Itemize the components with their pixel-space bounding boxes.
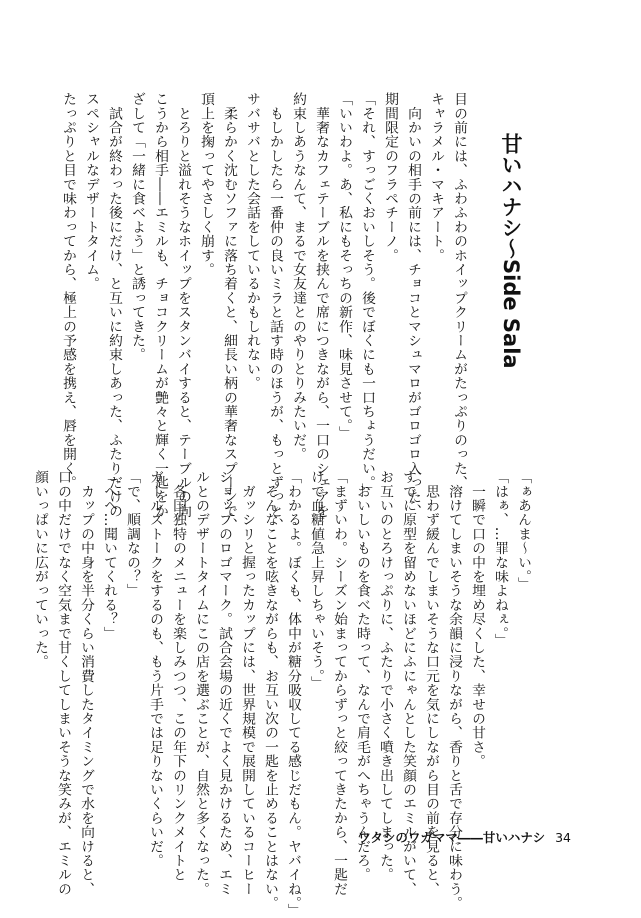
text-line: ざして「一緒に食べよう」と誘ってきた。: [129, 92, 145, 362]
text-line: こうから相手――エミルも、チョコクリームが艶々と輝く一匙をか: [152, 92, 168, 518]
text-line: すでに原型を留めないほどにふにゃんとした笑顔のエミルがいて、: [400, 470, 416, 896]
text-line: ショップのロゴマーク。試合会場の近くでよく見かけるため、エミ: [216, 470, 232, 896]
text-line: ルとのデザートタイムにこの店を選ぶことが、自然と多くなった。: [193, 470, 209, 896]
text-line: キャラメル・マキアート。: [428, 92, 444, 263]
text-line: 向かいの相手の前には、チョコとマシュマロがゴロゴロ入った、: [405, 92, 421, 518]
text-line: 約束しあうなんて、まるで女友達とのやりとりみたいだ。: [290, 92, 306, 462]
text-line: そんなことを呟きながらも、お互い次の一匙を止めることはない。: [262, 470, 278, 911]
text-line: ガッシリと握ったカップには、世界規模で展開しているコーヒー: [239, 470, 255, 896]
text-line: 溶けてしまいそうな余韻に浸りながら、香りと舌で存分に味わう。: [446, 470, 462, 911]
text-line: お互いのとろけっぷりに、ふたりで小さく噴き出してしまった。: [377, 470, 393, 882]
text-line: けで血糖値急上昇しちゃいそう。」: [308, 470, 324, 691]
page-number: 34: [555, 830, 571, 845]
text-line: ガールズトークをするのも、もう片手では足りないくらいだ。: [147, 470, 163, 868]
text-line: 期間限定のフラペチーノ。: [382, 92, 398, 263]
text-line: 「で、順調なの？」: [124, 470, 140, 598]
page-footer: [358, 828, 571, 850]
text-line: 頂上を掬ってやさしく崩す。: [198, 92, 214, 277]
text-line: おいしいものを食べた時って、なんで肩毛がへちゃうんだろ。: [354, 470, 370, 882]
text-line: スペシャルなデザートタイム。: [83, 92, 99, 291]
text-line: カップの中身を半分くらい消費したタイミングで水を向けると、: [78, 470, 94, 896]
text-line: 目の前には、ふわふわのホイップクリームがたっぷりのった、: [451, 92, 467, 490]
text-line: 柔らかく沈むソファに落ち着くと、細長い柄の華奢なスプーンで、: [221, 92, 237, 533]
text-line: 顔いっぱいに広がっていった。: [32, 470, 48, 669]
text-line: 「へへ…聞いてくれる？」: [101, 470, 117, 641]
text-line: 「それ、すっごくおいしそう。後でぼくにも一口ちょうだい。」: [359, 92, 375, 497]
text-line: 華奢なカフェテーブルを挟んで席につきながら、一口のシェアを: [313, 92, 329, 518]
text-line: 各国独特のメニューを楽しみつつ、この年下のリンクメイトと: [170, 470, 186, 882]
text-line: 一瞬で口の中を埋め尽くした、幸せの甘さ。: [469, 470, 485, 769]
text-line: 「いいわよ。あ、私にもそっちの新作、味見させて。」: [336, 92, 352, 441]
text-line: 「わかるよ。ぼくも、体中が糖分吸収してる感じだもん。ヤバイね。」: [285, 470, 301, 918]
text-line: サバサバとした会話をしているかもしれない。: [244, 92, 260, 391]
top-text-block: [60, 92, 470, 533]
text-line: 「ぁあんま〜い。」: [515, 470, 531, 591]
text-line: 「はぁ、…罪な味よねぇ。」: [492, 470, 508, 648]
text-line: 口の中だけでなく空気まで甘くしてしまいそうな笑みが、エミルの: [55, 470, 71, 896]
story-title: 甘いハナシ〜Side Sala: [499, 133, 523, 369]
running-title: ワタシのワガママ――甘いハナシ: [357, 830, 546, 845]
text-line: とろりと溢れそうなホイップをスタンバイすると、テーブルの向: [175, 92, 191, 518]
text-line: 「まずいわ。シーズン始まってからずっと絞ってきたから、一匙だ: [331, 470, 347, 896]
text-line: 思わず緩んでしまいそうな口元を気にしながら目の前を見ると、: [423, 470, 439, 896]
text-line: たっぷりと目で味わってから、極上の予感を携え、唇を開く。: [60, 92, 76, 490]
text-line: もしかしたら一番仲の良いミラと話す時のほうが、もっとずっと、: [267, 92, 283, 533]
text-line: 試合が終わった後にだけ、と互いに約束しあった、ふたりだけの: [106, 92, 122, 518]
